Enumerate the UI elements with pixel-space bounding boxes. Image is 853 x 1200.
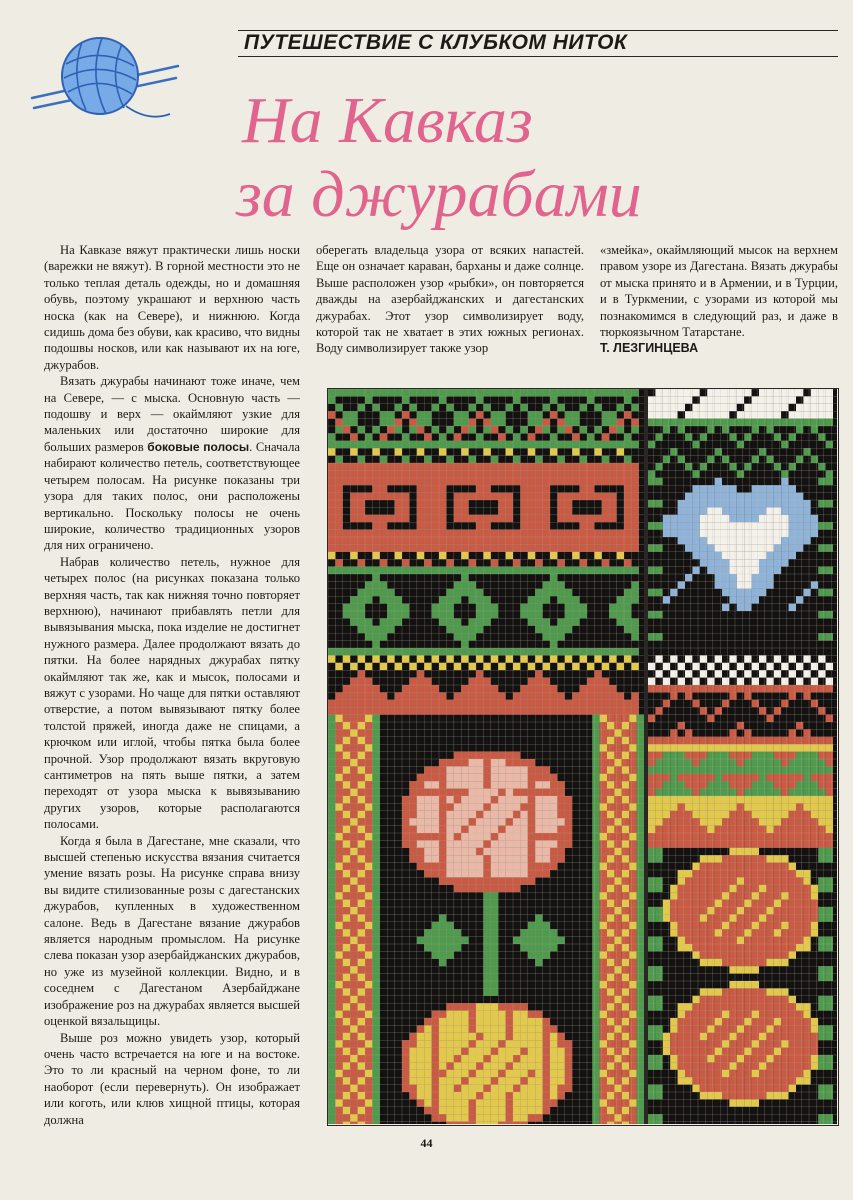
headline-line-1: На Кавказ (242, 84, 533, 157)
page-number: 44 (420, 1136, 433, 1150)
section-title: ПУТЕШЕСТВИЕ С КЛУБКОМ НИТОК (244, 31, 628, 54)
paragraph: Выше роз можно увидеть узор, который очень часто встречается на юге и на востоке. Это то ли красный на черном фоне, то ли наоборот (если перевернуть). Он изображает или коготь, или клюв хищной птицы, которая должна (44, 1030, 300, 1127)
paragraph-text: Вязать джурабы начинают тоже иначе, чем на Севере, — с мыска. Основную часть — подошву и верх — окаймляют узкие для маленьких или достаточно широкие для больших размеров (44, 374, 300, 454)
paragraph: Набрав количество петель, нужное для четырех полос (на рисунках показана только верхняя часть, так как нижняя точно повторяет верхнюю), начинают прибавлять петли для вывязывания мыска, пока изделие не достигнет нужного размера. Далее продолжают вязать до пятки. На более нарядных джурабах пятку окаймляют так же, как и мысок, полосами и вяжут с узорами. Но чаще для пятки оставляют отверстие, а потом вывязывают пятку более толстой пряжей, иногда даже не спицами, а крючком или иглой, чтобы пятка была более прочной. Узор продолжают вязать вкруговую сантиметров на пять выше пятки, а затем переходят от узора мыска к вывязыванию других узоров, которые располагаются полосами. (44, 554, 300, 832)
panel-divider (644, 389, 648, 1124)
headline-line-2: за джурабами (236, 158, 642, 231)
paragraph (44, 373, 300, 553)
bold-term: боковые полосы (147, 439, 250, 454)
paragraph: На Кавказе вяжут практически лишь носки (варежки не вяжут). В горной местности это не только теплая деталь одежды, но и домашняя обувь, поэтому украшают и верхнюю часть носка (как на Севере), и нижнюю. Когда сидишь дома без обуви, как красиво, что видны подошвы носков, или как называют их на юге, джурабов. (44, 243, 300, 372)
yarn-ball-icon (30, 26, 180, 126)
header-rule-bottom (238, 56, 838, 57)
text-column-1 (44, 242, 300, 1128)
paragraph: «змейка», окаймляющий мысок на верхнем правом узоре из Дагестана. Вязать джурабы от мыска принято и в Армении, и в Турции, и в Туркмении, с узорами из которой мы познакомимся в следующий раз, и даже в тюркоязычном Татарстане. (600, 243, 838, 340)
paragraph: Когда я была в Дагестане, мне сказали, что высшей степенью искусства вязания считается умение вязать розы. На рисунке справа внизу вы видите стилизованные розы с дагестанских джурабов, купленных в художественном салоне. Ведь в Дагестане вязание джурабов является народным промыслом. На рисунке слева показан узор азербайджанских джурабов, но уже из музейной коллекции. Видно, и в соседнем с Дагестаном Азербайджане изображение роз на джурабах является высшей оценкой вязальщицы. (44, 833, 300, 1029)
knitting-chart-icon (328, 389, 837, 1124)
paragraph-text: . Сначала набирают количество петель, соответствующее четырем полосам. На рисунке показаны три узора для таких полос, они расположены вертикально. Поскольку полосы не очень широкие, количество традиционных узоров для них ограничено. (44, 439, 301, 553)
text-column-2 (316, 242, 584, 357)
author-byline: Т. ЛЕЗГИНЦЕВА (600, 341, 699, 356)
article-headline (236, 84, 642, 232)
knitting-chart-figure (327, 388, 839, 1126)
paragraph: оберегать владельца узора от всяких напастей. Еще он означает караван, барханы и даже солнце. Выше расположен узор «рыбки», он повторяется дважды на азербайджанских и дагестанских джурабах. Этот узор символизирует воду, которой так не хватает в этих южных регионах. Воду символизирует также узор (316, 243, 584, 356)
text-column-3 (600, 242, 838, 357)
